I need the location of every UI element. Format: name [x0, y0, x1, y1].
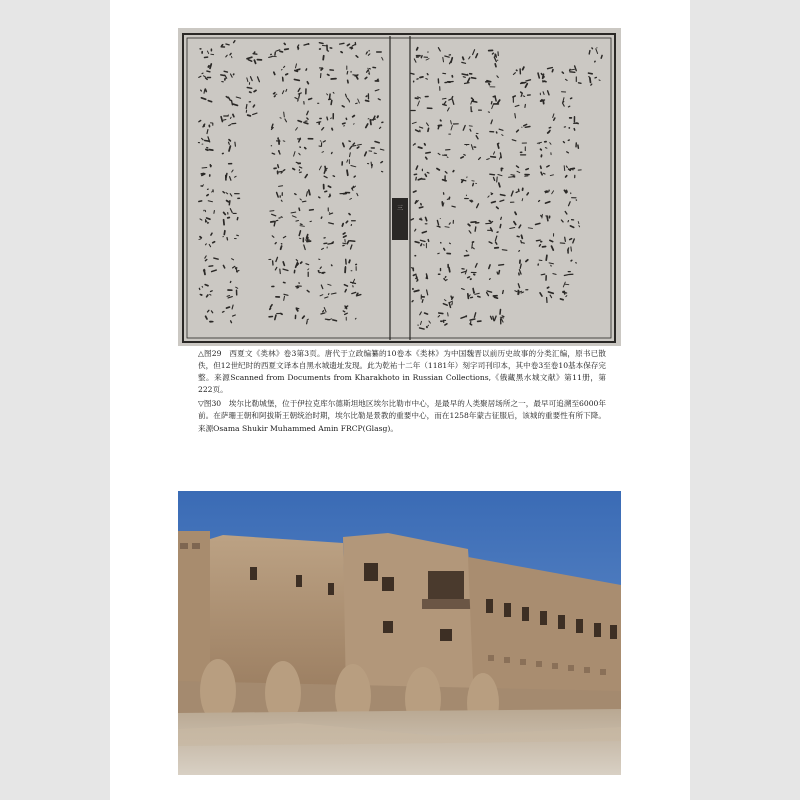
book-page — [110, 0, 690, 800]
tangut-woodblock-print-image — [178, 28, 621, 346]
fold-page-number: 三 — [396, 205, 404, 212]
citadel-svg — [178, 491, 621, 775]
figure29-caption: △图29 西夏文《类林》卷3第3页。唐代于立政编纂的10卷本《类林》为中国魏晋以前历史故事的分类汇编，原书已散佚，但12世纪时的西夏文译本自黑水城遗址发现。此为乾祐十二年（1181年）刻字司刊印本，其中卷3至卷10基本保存完整。来源Scanned from Documents from Kharakhoto in Russian Collections,《俄藏黑水城文献》第11册，第222页。 — [198, 349, 606, 395]
erbil-citadel-photo — [178, 491, 621, 775]
captions — [198, 348, 606, 437]
figure30-caption: ▽图30 埃尔比勒城堡，位于伊拉克库尔德斯坦地区埃尔比勒市中心，是最早的人类聚居场所之一，最早可追溯至6000年前。在萨珊王朝和阿拔斯王朝统治时期，埃尔比勒是景教的重要中心，而在1258年蒙古征服后，该城的重要性有所下降。来源Osama Shukir Muhammed Amin FRCP(Glasg)。 — [198, 399, 606, 433]
print-svg — [178, 28, 621, 346]
